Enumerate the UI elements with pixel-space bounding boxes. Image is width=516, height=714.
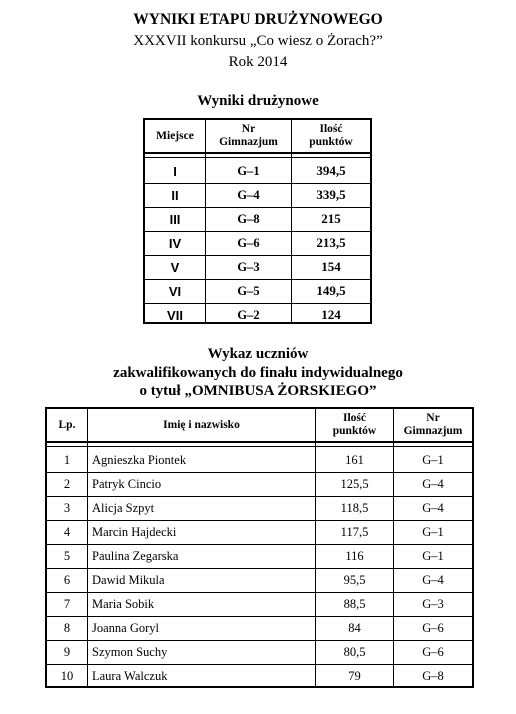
place-cell: III bbox=[169, 211, 181, 227]
lp-cell: 6 bbox=[63, 572, 71, 587]
name-cell: Maria Sobik bbox=[92, 596, 155, 611]
points-cell: 124 bbox=[321, 307, 341, 322]
gym-cell: G–4 bbox=[237, 187, 260, 202]
header-name: Imię i nazwisko bbox=[163, 418, 240, 431]
points-cell: 84 bbox=[348, 620, 361, 635]
table-row bbox=[47, 616, 472, 641]
gym-cell: G–6 bbox=[237, 235, 260, 250]
gym-cell: G–8 bbox=[237, 211, 260, 226]
gym-cell: G–6 bbox=[422, 620, 444, 635]
name-cell: Paulina Zegarska bbox=[92, 548, 179, 563]
table-row bbox=[145, 183, 370, 208]
gym-cell: G–3 bbox=[237, 259, 260, 274]
header-place: Miejsce bbox=[156, 129, 194, 142]
header-double-rule bbox=[145, 157, 370, 158]
lp-cell: 3 bbox=[63, 500, 71, 515]
points-cell: 88,5 bbox=[343, 596, 366, 611]
lp-cell: 1 bbox=[63, 452, 71, 467]
table-row bbox=[145, 279, 370, 304]
points-cell: 117,5 bbox=[340, 524, 369, 539]
gym-cell: G–5 bbox=[237, 283, 260, 298]
points-cell: 161 bbox=[345, 452, 364, 467]
table-row bbox=[47, 664, 472, 688]
table-row bbox=[47, 592, 472, 617]
table-row bbox=[47, 544, 472, 569]
name-cell: Patryk Cincio bbox=[92, 476, 162, 491]
page-title: WYNIKI ETAPU DRUŻYNOWEGO bbox=[133, 11, 383, 28]
individual-heading-line3: o tytuł „OMNIBUSA ŻORSKIEGO” bbox=[139, 383, 377, 399]
table-row bbox=[145, 231, 370, 256]
header-double-rule bbox=[47, 446, 472, 447]
header-lp: Lp. bbox=[58, 418, 76, 431]
gym-cell: G–1 bbox=[422, 452, 444, 467]
name-cell: Laura Walczuk bbox=[92, 668, 168, 683]
table-row bbox=[47, 640, 472, 665]
gym-cell: G–4 bbox=[422, 476, 444, 491]
table-header bbox=[145, 120, 370, 154]
table-row bbox=[47, 496, 472, 521]
points-cell: 80,5 bbox=[343, 644, 366, 659]
lp-cell: 7 bbox=[63, 596, 71, 611]
team-results-heading: Wyniki drużynowe bbox=[197, 93, 319, 109]
table-row bbox=[145, 159, 370, 184]
points-cell: 394,5 bbox=[316, 163, 346, 178]
individual-heading-line2: zakwalifikowanych do finału indywidualnego bbox=[113, 365, 403, 381]
points-cell: 154 bbox=[321, 259, 341, 274]
lp-cell: 5 bbox=[63, 548, 71, 563]
gym-cell: G–2 bbox=[237, 307, 260, 322]
header-points: Ilość punktów bbox=[332, 412, 377, 437]
lp-cell: 9 bbox=[63, 644, 71, 659]
lp-cell: 2 bbox=[63, 476, 71, 491]
table-row bbox=[145, 303, 370, 327]
points-cell: 215 bbox=[321, 211, 341, 226]
points-cell: 125,5 bbox=[340, 476, 369, 491]
table-row bbox=[47, 448, 472, 473]
gym-cell: G–1 bbox=[237, 163, 260, 178]
points-cell: 339,5 bbox=[316, 187, 346, 202]
name-cell: Szymon Suchy bbox=[92, 644, 168, 659]
name-cell: Alicja Szpyt bbox=[92, 500, 155, 515]
place-cell: VI bbox=[168, 283, 182, 299]
points-cell: 116 bbox=[345, 548, 364, 563]
points-cell: 79 bbox=[348, 668, 361, 683]
points-cell: 149,5 bbox=[316, 283, 346, 298]
table-header bbox=[47, 409, 472, 443]
lp-cell: 8 bbox=[63, 620, 71, 635]
points-cell: 118,5 bbox=[340, 500, 369, 515]
points-cell: 213,5 bbox=[316, 235, 346, 250]
name-cell: Dawid Mikula bbox=[92, 572, 165, 587]
table-row bbox=[47, 520, 472, 545]
gym-cell: G–1 bbox=[422, 548, 444, 563]
table-row bbox=[47, 568, 472, 593]
place-cell: V bbox=[170, 259, 180, 275]
individual-finalists-table bbox=[45, 407, 474, 688]
table-row bbox=[145, 207, 370, 232]
name-cell: Agnieszka Piontek bbox=[92, 452, 187, 467]
place-cell: II bbox=[171, 187, 179, 203]
gym-cell: G–6 bbox=[422, 644, 444, 659]
header-gym: Nr Gimnazjum bbox=[403, 412, 463, 437]
gym-cell: G–4 bbox=[422, 500, 444, 515]
page-year: Rok 2014 bbox=[228, 54, 288, 70]
individual-heading-line1: Wykaz uczniów bbox=[207, 346, 309, 362]
page-subtitle: XXXVII konkursu „Co wiesz o Żorach?” bbox=[133, 33, 383, 49]
lp-cell: 10 bbox=[60, 668, 74, 683]
name-cell: Marcin Hajdecki bbox=[92, 524, 177, 539]
place-cell: IV bbox=[168, 235, 182, 251]
gym-cell: G–8 bbox=[422, 668, 444, 683]
header-points: Ilość punktów bbox=[309, 123, 353, 148]
name-cell: Joanna Goryl bbox=[92, 620, 159, 635]
lp-cell: 4 bbox=[63, 524, 71, 539]
gym-cell: G–4 bbox=[422, 572, 444, 587]
table-row bbox=[145, 255, 370, 280]
place-cell: I bbox=[173, 163, 177, 179]
header-gym: Nr Gimnazjum bbox=[219, 123, 278, 148]
points-cell: 95,5 bbox=[343, 572, 366, 587]
table-row bbox=[47, 472, 472, 497]
gym-cell: G–1 bbox=[422, 524, 444, 539]
gym-cell: G–3 bbox=[422, 596, 444, 611]
team-results-table bbox=[143, 118, 372, 324]
place-cell: VII bbox=[167, 307, 183, 323]
